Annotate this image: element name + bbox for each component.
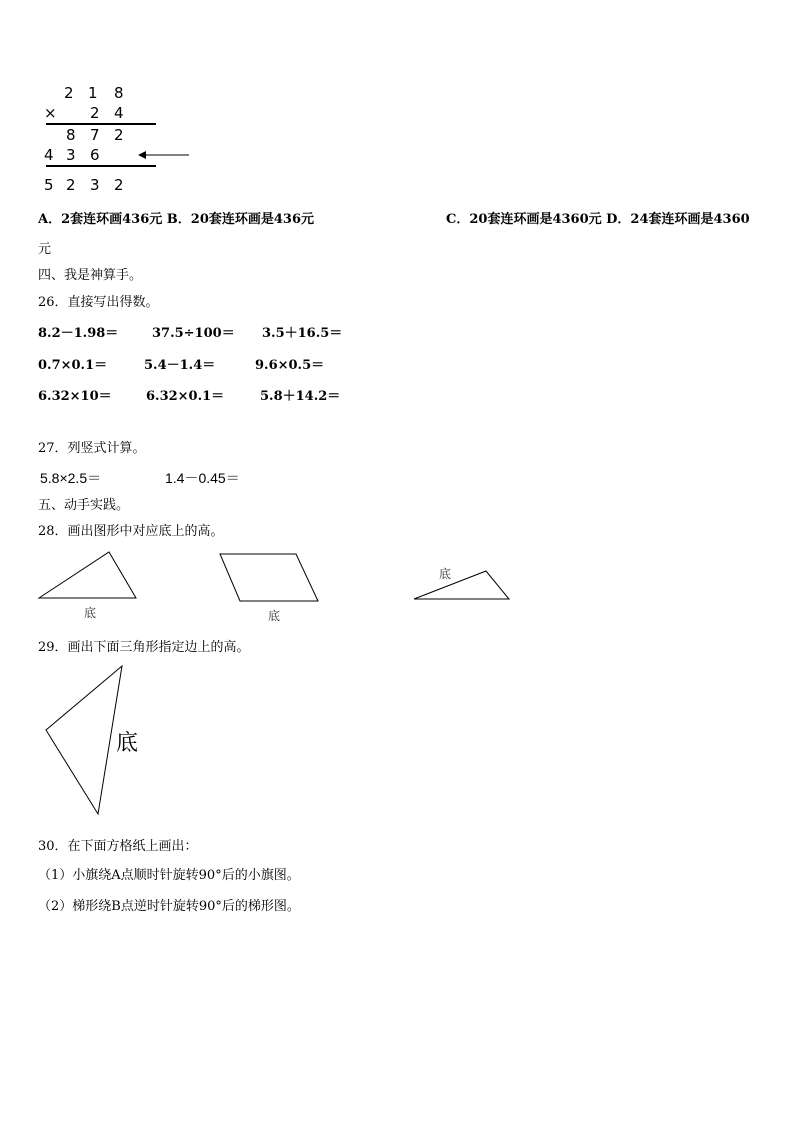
digit: 2 [90,104,100,122]
choices-a-b: A．2套连环画436元 B．20套连环画是436元 [38,212,315,227]
calc-item: 5.4－1.4＝ [144,358,216,373]
arrow-left-icon [136,149,196,161]
digit: 3 [66,146,76,164]
calc-item: 6.32×0.1＝ [146,389,225,404]
question-27: 27．列竖式计算。 [38,441,146,456]
question-28: 28．画出图形中对应底上的高。 [38,524,224,539]
choices-wrap: 元 [38,242,52,257]
choices-c-d: C．20套连环画是4360元 D．24套连环画是4360 [446,212,750,227]
calc-item: 5.8＋14.2＝ [260,389,341,404]
base-label: 底 [268,609,281,623]
base-label: 底 [116,730,139,755]
calc-item: 5.8×2.5＝ [40,470,102,486]
triangle-figure-2 [412,568,512,608]
calc-item: 0.7×0.1＝ [38,358,108,373]
section-heading: 四、我是神算手。 [38,268,143,283]
digit: 2 [64,84,74,102]
digit: 7 [90,126,100,144]
digit: 8 [114,84,124,102]
calc-item: 3.5＋16.5＝ [262,326,343,341]
digit: 6 [90,146,100,164]
digit: 8 [66,126,76,144]
calc-item: 6.32×10＝ [38,389,112,404]
digit: 1 [88,84,98,102]
digit: 4 [44,146,54,164]
calc-item: 9.6×0.5＝ [255,358,325,373]
question-30: 30．在下面方格纸上画出： [38,839,198,854]
calc-item: 8.2－1.98＝ [38,326,119,341]
question-29: 29．画出下面三角形指定边上的高。 [38,640,250,655]
digit: 3 [90,176,100,194]
digit: 4 [114,104,124,122]
question-30-part-1: （1）小旗绕A点顺时针旋转90°后的小旗图。 [38,868,300,883]
section-heading: 五、动手实践。 [38,498,130,513]
calc-item: 37.5÷100＝ [152,326,235,341]
question-30-part-2: （2）梯形绕B点逆时针旋转90°后的梯形图。 [38,899,300,914]
divider-line [46,165,156,167]
divider-line [46,123,156,125]
parallelogram-figure [218,550,328,610]
calc-item: 1.4－0.45＝ [165,470,240,486]
base-label: 底 [439,567,452,581]
digit: 2 [66,176,76,194]
times-sign: × [44,104,57,122]
digit: 2 [114,126,124,144]
triangle-figure-1 [36,548,146,608]
digit: 2 [114,176,124,194]
digit: 5 [44,176,54,194]
question-26: 26．直接写出得数。 [38,295,159,310]
base-label: 底 [84,606,97,620]
